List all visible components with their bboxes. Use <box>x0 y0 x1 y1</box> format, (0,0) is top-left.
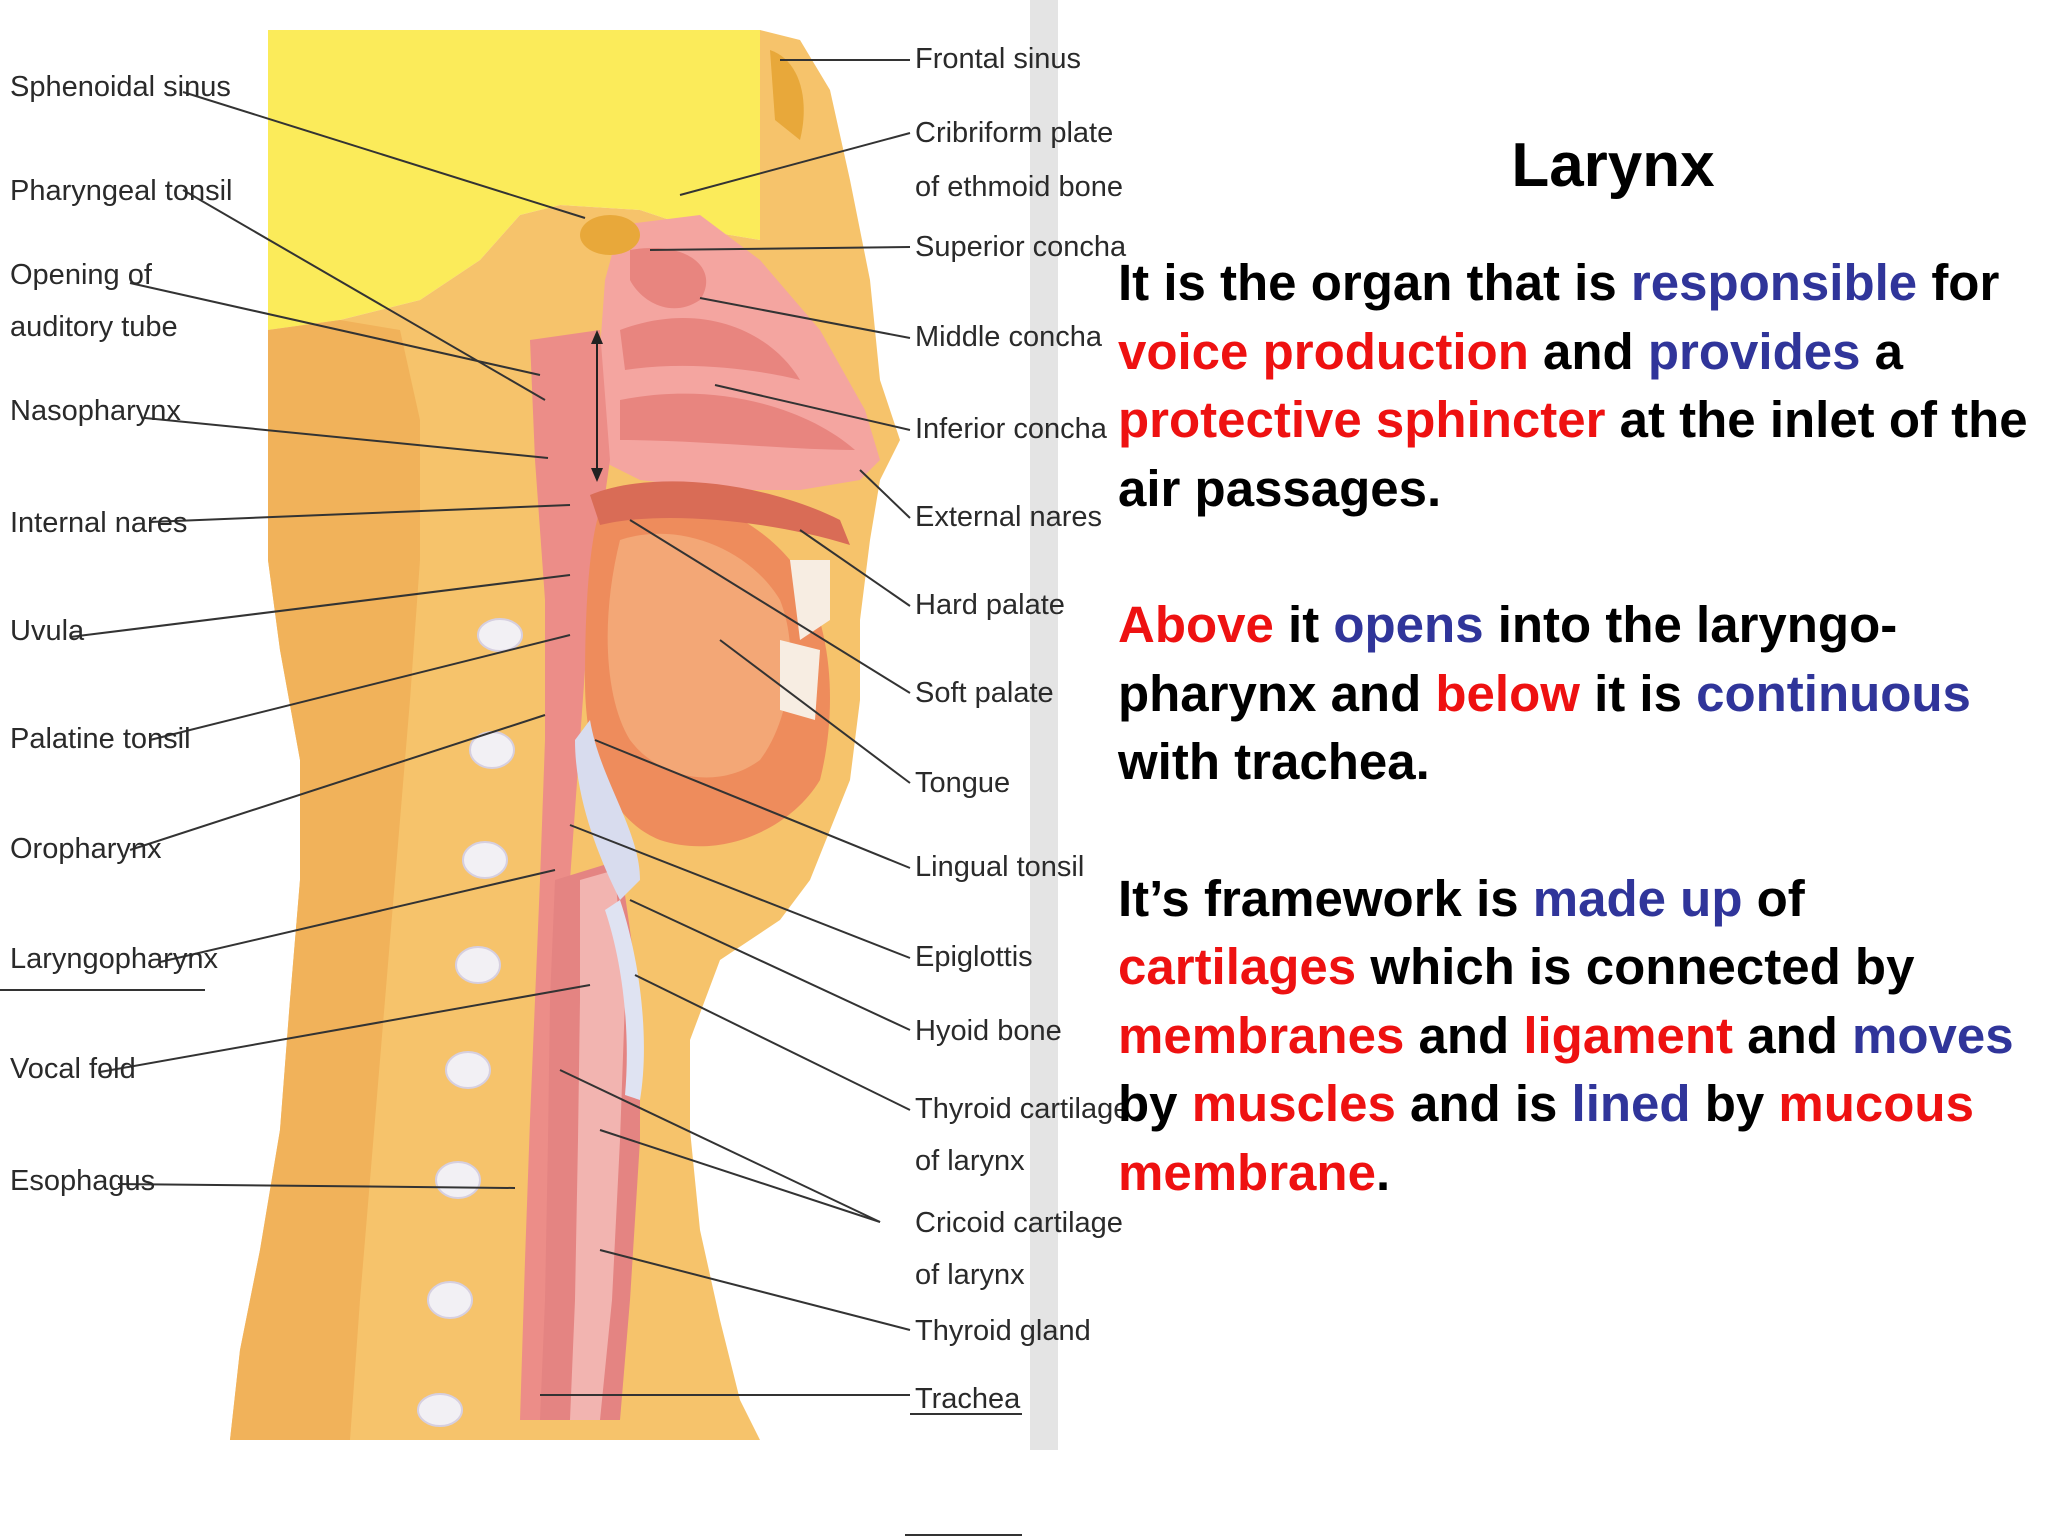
text-run: by <box>1118 1075 1192 1132</box>
text-run: . <box>1375 1143 1391 1201</box>
label-oropharynx: Oropharynx <box>10 833 162 865</box>
label-uvula: Uvula <box>10 615 85 647</box>
label-auditory-tube: auditory tube <box>10 311 178 343</box>
label-hard-palate: Hard palate <box>915 589 1065 621</box>
label-vocal-fold: Vocal fold <box>10 1053 136 1085</box>
text-run: it <box>1273 596 1334 653</box>
text-run: for <box>1917 254 2000 311</box>
label-external-nares: External nares <box>915 501 1102 533</box>
text-run: made up <box>1532 869 1743 927</box>
label-laryngopharynx: Laryngopharynx <box>10 943 218 975</box>
label-inferior-concha: Inferior concha <box>915 413 1107 445</box>
label-trachea: Trachea <box>915 1383 1021 1415</box>
text-run: and <box>1528 322 1648 380</box>
label-soft-palate: Soft palate <box>915 677 1054 709</box>
label-superior-concha: Superior concha <box>915 231 1127 263</box>
text-run: with trachea. <box>1118 733 1430 790</box>
text-run: moves <box>1852 1006 2014 1064</box>
label-frontal-sinus: Frontal sinus <box>915 43 1082 75</box>
text-run: at the inlet of the air passages. <box>1118 391 2028 517</box>
label-internal-nares: Internal nares <box>10 507 188 539</box>
label-cribriform-plate: Cribriform plate <box>915 117 1114 149</box>
text-run: Above <box>1118 596 1274 653</box>
label-sphenoidal-sinus: Sphenoidal sinus <box>10 71 231 103</box>
text-run: of <box>1742 869 1805 927</box>
text-run: provides <box>1647 322 1861 380</box>
paragraph-continuity <box>1118 591 2038 797</box>
text-panel <box>1118 130 2038 1275</box>
text-run: continuous <box>1696 664 1971 722</box>
text-run: which is connected by <box>1356 938 1915 995</box>
text-run: by <box>1690 1075 1779 1132</box>
text-run: it is <box>1579 664 1697 722</box>
label-cricoid-cartilage-of-larynx: of larynx <box>915 1259 1025 1291</box>
text-run: and <box>1733 1006 1853 1064</box>
label-of-ethmoid-bone: of ethmoid bone <box>915 171 1123 203</box>
label-nasopharynx: Nasopharynx <box>10 395 181 427</box>
label-pharyngeal-tonsil: Pharyngeal tonsil <box>10 175 233 207</box>
label-opening-of: Opening of <box>10 259 152 291</box>
text-run: membranes <box>1118 1006 1405 1064</box>
text-run: mucous membrane <box>1118 1075 1974 1201</box>
text-run: ligament <box>1523 1006 1734 1064</box>
text-run: It’s framework is <box>1118 869 1533 927</box>
text-run: and <box>1404 1006 1524 1064</box>
text-run: muscles <box>1191 1075 1396 1132</box>
label-thyroid-cartilage-of-larynx: of larynx <box>915 1145 1025 1177</box>
text-run: a <box>1860 322 1904 380</box>
text-run: opens <box>1333 596 1484 653</box>
text-run: and is <box>1395 1075 1572 1132</box>
label-cricoid-cartilage: Cricoid cartilage <box>915 1207 1123 1239</box>
text-run: lined <box>1571 1075 1691 1132</box>
label-esophagus: Esophagus <box>10 1165 156 1197</box>
paragraphs <box>1118 249 2038 1207</box>
label-thyroid-gland: Thyroid gland <box>915 1315 1091 1347</box>
paragraph-framework <box>1118 865 2038 1208</box>
label-thyroid-cartilage: Thyroid cartilage <box>915 1093 1130 1125</box>
text-run: responsible <box>1630 254 1918 311</box>
text-run: into the laryngo-pharynx and <box>1118 596 1898 722</box>
paragraph-function <box>1118 249 2038 523</box>
text-run: cartilages <box>1118 938 1357 995</box>
label-palatine-tonsil: Palatine tonsil <box>10 723 191 755</box>
label-lingual-tonsil: Lingual tonsil <box>915 851 1085 883</box>
label-middle-concha: Middle concha <box>915 321 1102 353</box>
label-hyoid-bone: Hyoid bone <box>915 1015 1062 1047</box>
slide-title: Larynx <box>1511 131 1715 200</box>
label-tongue: Tongue <box>915 767 1011 799</box>
text-run: It is the organ that is <box>1118 254 1631 311</box>
text-run: protective sphincter <box>1118 391 1606 448</box>
label-epiglottis: Epiglottis <box>915 941 1033 973</box>
text-run: below <box>1435 664 1580 722</box>
text-run: voice production <box>1118 322 1529 380</box>
